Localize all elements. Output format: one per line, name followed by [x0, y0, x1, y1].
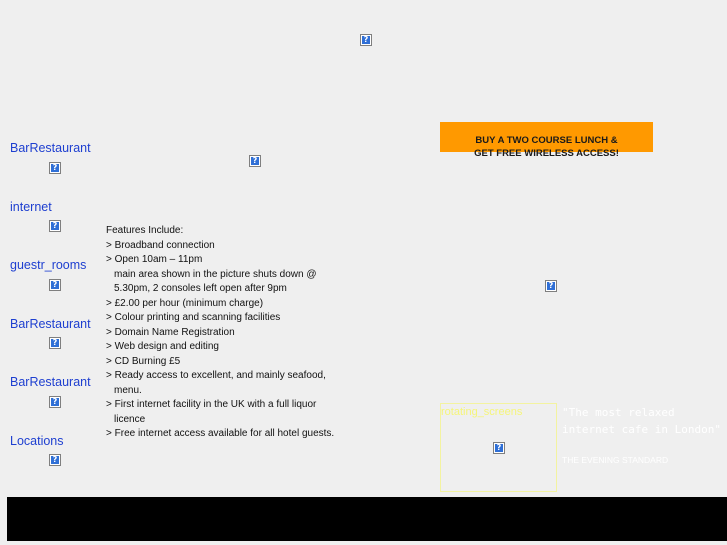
broken-image-glyph: ? — [496, 443, 502, 452]
feature-item: > CD Burning £5 — [106, 355, 342, 370]
press-quote: "The most relaxed internet cafe in London" — [562, 406, 721, 436]
promo-line-1: BUY A TWO COURSE LUNCH & — [475, 135, 618, 146]
press-quote-source: THE EVENING STANDARD — [562, 455, 669, 465]
feature-item: > Free internet access available for all hotel guests. — [106, 427, 342, 442]
feature-item: > £2.00 per hour (minimum charge) — [106, 297, 342, 312]
feature-item: > Colour printing and scanning facilities — [106, 311, 342, 326]
nav-link-barrestaurant-3[interactable]: BarRestaurant — [10, 375, 91, 389]
broken-image-glyph: ? — [52, 280, 58, 289]
nav-image-icon[interactable] — [49, 162, 61, 174]
nav-image-icon[interactable] — [49, 396, 61, 408]
side-image-icon — [545, 280, 557, 292]
nav-link-locations[interactable]: Locations — [10, 434, 64, 448]
nav-link-barrestaurant-1[interactable]: BarRestaurant — [10, 141, 91, 155]
rotating-screens-image-icon — [493, 442, 505, 454]
features-title: Features Include: — [106, 225, 184, 236]
feature-item: > First internet facility in the UK with a full liquor licence — [106, 398, 342, 427]
nav-image-icon[interactable] — [49, 337, 61, 349]
rotating-screens-frame — [440, 403, 557, 492]
broken-image-glyph: ? — [52, 338, 58, 347]
nav-link-guest-rooms[interactable]: guestr_rooms — [10, 258, 87, 272]
broken-image-glyph: ? — [52, 163, 58, 172]
promo-banner[interactable] — [440, 122, 653, 159]
broken-image-glyph: ? — [548, 281, 554, 290]
nav-link-barrestaurant-2[interactable]: BarRestaurant — [10, 317, 91, 331]
content-image-icon — [249, 155, 261, 167]
feature-item: > Open 10am – 11pm — [106, 253, 342, 268]
feature-item: > Domain Name Registration — [106, 326, 342, 341]
nav-link-internet[interactable]: internet — [10, 200, 52, 214]
feature-item: > Ready access to excellent, and mainly seafood, menu. — [106, 369, 342, 398]
header-image-icon — [360, 34, 372, 46]
broken-image-glyph: ? — [363, 35, 369, 44]
features-section — [106, 224, 342, 442]
rotating-screens-label: rotating_screens — [441, 406, 523, 418]
broken-image-glyph: ? — [52, 455, 58, 464]
feature-item-note: main area shown in the picture shuts down @ 5.30pm, 2 consoles left open after 9pm — [114, 268, 317, 294]
feature-item: > Broadband connection — [106, 239, 342, 254]
features-list — [106, 239, 342, 442]
nav-image-icon[interactable] — [49, 454, 61, 466]
broken-image-glyph: ? — [252, 156, 258, 165]
footer-bar — [7, 497, 727, 541]
nav-image-icon[interactable] — [49, 279, 61, 291]
feature-item: > Web design and editing — [106, 340, 342, 355]
promo-line-2: GET FREE WIRELESS ACCESS! — [474, 148, 619, 159]
broken-image-glyph: ? — [52, 221, 58, 230]
nav-image-icon[interactable] — [49, 220, 61, 232]
broken-image-glyph: ? — [52, 397, 58, 406]
